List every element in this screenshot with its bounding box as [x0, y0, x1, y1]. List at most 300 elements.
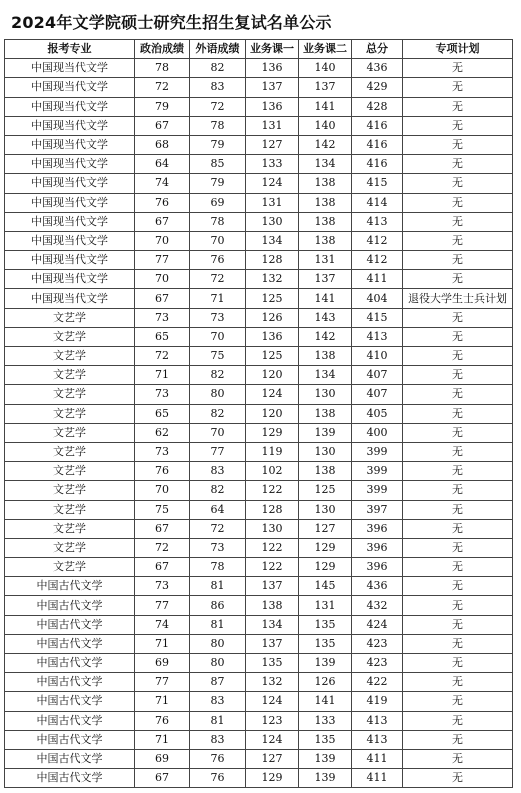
cell-politics: 67 [135, 519, 190, 538]
cell-major: 中国现当代文学 [5, 289, 135, 308]
cell-foreign-language: 80 [190, 385, 246, 404]
cell-foreign-language: 85 [190, 155, 246, 174]
cell-total: 432 [352, 596, 403, 615]
cell-course-2: 129 [299, 558, 352, 577]
header-total: 总分 [352, 40, 403, 59]
cell-major: 中国古代文学 [5, 711, 135, 730]
cell-foreign-language: 83 [190, 78, 246, 97]
cell-course-2: 143 [299, 308, 352, 327]
cell-total: 415 [352, 174, 403, 193]
cell-foreign-language: 83 [190, 692, 246, 711]
cell-politics: 70 [135, 231, 190, 250]
cell-total: 428 [352, 97, 403, 116]
cell-politics: 67 [135, 558, 190, 577]
table-row [5, 577, 513, 596]
cell-total: 397 [352, 500, 403, 519]
cell-total: 414 [352, 193, 403, 212]
cell-major: 文艺学 [5, 481, 135, 500]
cell-special-plan: 无 [403, 769, 513, 788]
cell-special-plan: 无 [403, 116, 513, 135]
cell-special-plan: 无 [403, 596, 513, 615]
cell-special-plan: 无 [403, 462, 513, 481]
cell-course-1: 129 [246, 769, 299, 788]
cell-total: 404 [352, 289, 403, 308]
table-row [5, 289, 513, 308]
cell-course-1: 130 [246, 212, 299, 231]
cell-course-2: 142 [299, 327, 352, 346]
cell-special-plan: 无 [403, 538, 513, 557]
table-row [5, 673, 513, 692]
cell-major: 文艺学 [5, 327, 135, 346]
cell-foreign-language: 69 [190, 193, 246, 212]
table-row [5, 749, 513, 768]
table-row [5, 730, 513, 749]
cell-major: 中国现当代文学 [5, 174, 135, 193]
cell-major: 中国古代文学 [5, 692, 135, 711]
cell-course-2: 129 [299, 538, 352, 557]
cell-politics: 76 [135, 462, 190, 481]
cell-major: 中国现当代文学 [5, 231, 135, 250]
cell-foreign-language: 70 [190, 423, 246, 442]
cell-total: 407 [352, 366, 403, 385]
cell-foreign-language: 70 [190, 231, 246, 250]
table-header-row [5, 40, 513, 59]
cell-special-plan: 无 [403, 251, 513, 270]
cell-major: 中国古代文学 [5, 749, 135, 768]
cell-total: 416 [352, 116, 403, 135]
cell-politics: 69 [135, 654, 190, 673]
cell-course-2: 145 [299, 577, 352, 596]
cell-special-plan: 无 [403, 711, 513, 730]
cell-special-plan: 无 [403, 558, 513, 577]
table-row [5, 97, 513, 116]
candidate-table [4, 39, 513, 788]
cell-total: 413 [352, 212, 403, 231]
cell-course-1: 120 [246, 404, 299, 423]
cell-major: 中国古代文学 [5, 634, 135, 653]
cell-politics: 78 [135, 59, 190, 78]
cell-special-plan: 无 [403, 634, 513, 653]
table-row [5, 135, 513, 154]
cell-course-2: 135 [299, 634, 352, 653]
cell-foreign-language: 78 [190, 558, 246, 577]
cell-foreign-language: 82 [190, 481, 246, 500]
cell-major: 中国现当代文学 [5, 135, 135, 154]
cell-special-plan: 无 [403, 730, 513, 749]
cell-politics: 65 [135, 404, 190, 423]
table-row [5, 596, 513, 615]
cell-course-1: 137 [246, 78, 299, 97]
cell-total: 412 [352, 231, 403, 250]
cell-course-1: 133 [246, 155, 299, 174]
cell-major: 文艺学 [5, 442, 135, 461]
cell-foreign-language: 80 [190, 654, 246, 673]
cell-politics: 72 [135, 347, 190, 366]
cell-course-1: 137 [246, 634, 299, 653]
cell-major: 中国古代文学 [5, 615, 135, 634]
cell-total: 405 [352, 404, 403, 423]
cell-foreign-language: 79 [190, 135, 246, 154]
cell-course-2: 137 [299, 270, 352, 289]
table-row [5, 251, 513, 270]
cell-course-1: 119 [246, 442, 299, 461]
cell-course-1: 132 [246, 673, 299, 692]
cell-foreign-language: 80 [190, 634, 246, 653]
cell-politics: 77 [135, 673, 190, 692]
cell-total: 413 [352, 711, 403, 730]
cell-politics: 62 [135, 423, 190, 442]
cell-course-2: 130 [299, 442, 352, 461]
table-row [5, 174, 513, 193]
cell-special-plan: 无 [403, 212, 513, 231]
table-row [5, 519, 513, 538]
cell-course-1: 123 [246, 711, 299, 730]
cell-major: 文艺学 [5, 404, 135, 423]
cell-special-plan: 无 [403, 308, 513, 327]
table-row [5, 366, 513, 385]
cell-major: 文艺学 [5, 558, 135, 577]
cell-total: 416 [352, 155, 403, 174]
cell-special-plan: 无 [403, 135, 513, 154]
cell-special-plan: 无 [403, 519, 513, 538]
cell-foreign-language: 73 [190, 538, 246, 557]
cell-total: 436 [352, 577, 403, 596]
cell-foreign-language: 81 [190, 711, 246, 730]
cell-major: 中国现当代文学 [5, 155, 135, 174]
table-row [5, 615, 513, 634]
cell-total: 423 [352, 654, 403, 673]
cell-course-1: 131 [246, 116, 299, 135]
cell-major: 文艺学 [5, 500, 135, 519]
cell-special-plan: 无 [403, 442, 513, 461]
table-row [5, 769, 513, 788]
cell-course-1: 136 [246, 327, 299, 346]
cell-major: 文艺学 [5, 366, 135, 385]
cell-course-2: 138 [299, 174, 352, 193]
cell-special-plan: 无 [403, 404, 513, 423]
cell-course-1: 138 [246, 596, 299, 615]
cell-total: 413 [352, 327, 403, 346]
table-row [5, 327, 513, 346]
cell-major: 中国古代文学 [5, 577, 135, 596]
cell-course-2: 139 [299, 749, 352, 768]
cell-total: 424 [352, 615, 403, 634]
cell-special-plan: 无 [403, 155, 513, 174]
cell-total: 411 [352, 769, 403, 788]
cell-politics: 77 [135, 251, 190, 270]
cell-course-2: 138 [299, 404, 352, 423]
cell-course-1: 122 [246, 481, 299, 500]
cell-course-1: 125 [246, 289, 299, 308]
cell-special-plan: 无 [403, 577, 513, 596]
cell-course-2: 131 [299, 596, 352, 615]
cell-course-2: 127 [299, 519, 352, 538]
cell-course-2: 140 [299, 59, 352, 78]
cell-course-1: 134 [246, 615, 299, 634]
cell-politics: 71 [135, 634, 190, 653]
cell-course-2: 138 [299, 212, 352, 231]
cell-total: 429 [352, 78, 403, 97]
cell-special-plan: 无 [403, 193, 513, 212]
cell-course-2: 138 [299, 193, 352, 212]
header-foreign-language: 外语成绩 [190, 40, 246, 59]
cell-major: 中国现当代文学 [5, 59, 135, 78]
cell-total: 411 [352, 270, 403, 289]
cell-major: 中国现当代文学 [5, 212, 135, 231]
cell-course-2: 130 [299, 385, 352, 404]
cell-major: 文艺学 [5, 347, 135, 366]
cell-special-plan: 无 [403, 500, 513, 519]
cell-course-2: 125 [299, 481, 352, 500]
table-row [5, 385, 513, 404]
table-row [5, 116, 513, 135]
cell-course-1: 124 [246, 730, 299, 749]
cell-politics: 67 [135, 116, 190, 135]
cell-course-1: 131 [246, 193, 299, 212]
cell-total: 412 [352, 251, 403, 270]
cell-special-plan: 无 [403, 366, 513, 385]
cell-course-1: 128 [246, 500, 299, 519]
cell-special-plan: 无 [403, 174, 513, 193]
cell-politics: 73 [135, 308, 190, 327]
cell-foreign-language: 76 [190, 749, 246, 768]
cell-special-plan: 无 [403, 692, 513, 711]
cell-major: 文艺学 [5, 423, 135, 442]
table-row [5, 442, 513, 461]
cell-total: 411 [352, 749, 403, 768]
cell-course-1: 124 [246, 174, 299, 193]
cell-foreign-language: 73 [190, 308, 246, 327]
cell-course-1: 134 [246, 231, 299, 250]
cell-foreign-language: 77 [190, 442, 246, 461]
cell-politics: 69 [135, 749, 190, 768]
cell-politics: 71 [135, 692, 190, 711]
cell-course-2: 139 [299, 654, 352, 673]
cell-politics: 70 [135, 481, 190, 500]
cell-total: 436 [352, 59, 403, 78]
cell-special-plan: 无 [403, 423, 513, 442]
cell-course-1: 132 [246, 270, 299, 289]
header-politics: 政治成绩 [135, 40, 190, 59]
cell-foreign-language: 82 [190, 366, 246, 385]
cell-politics: 72 [135, 538, 190, 557]
cell-course-2: 141 [299, 97, 352, 116]
table-row [5, 500, 513, 519]
cell-course-2: 141 [299, 692, 352, 711]
cell-politics: 67 [135, 289, 190, 308]
cell-course-2: 135 [299, 730, 352, 749]
cell-foreign-language: 71 [190, 289, 246, 308]
cell-foreign-language: 86 [190, 596, 246, 615]
cell-special-plan: 无 [403, 673, 513, 692]
cell-course-2: 142 [299, 135, 352, 154]
cell-major: 中国古代文学 [5, 769, 135, 788]
table-row [5, 692, 513, 711]
cell-course-2: 131 [299, 251, 352, 270]
cell-politics: 74 [135, 615, 190, 634]
table-row [5, 481, 513, 500]
cell-major: 文艺学 [5, 462, 135, 481]
cell-politics: 67 [135, 769, 190, 788]
cell-course-2: 133 [299, 711, 352, 730]
cell-course-2: 126 [299, 673, 352, 692]
table-row [5, 193, 513, 212]
cell-special-plan: 无 [403, 327, 513, 346]
table-row [5, 155, 513, 174]
cell-course-2: 140 [299, 116, 352, 135]
cell-politics: 71 [135, 730, 190, 749]
table-row [5, 423, 513, 442]
cell-course-2: 134 [299, 366, 352, 385]
cell-course-1: 127 [246, 135, 299, 154]
cell-foreign-language: 72 [190, 270, 246, 289]
cell-course-2: 139 [299, 423, 352, 442]
cell-total: 399 [352, 481, 403, 500]
cell-course-1: 129 [246, 423, 299, 442]
cell-total: 407 [352, 385, 403, 404]
cell-foreign-language: 72 [190, 97, 246, 116]
table-row [5, 59, 513, 78]
cell-special-plan: 无 [403, 97, 513, 116]
cell-major: 中国现当代文学 [5, 78, 135, 97]
cell-course-1: 136 [246, 59, 299, 78]
cell-foreign-language: 72 [190, 519, 246, 538]
cell-foreign-language: 78 [190, 212, 246, 231]
cell-course-2: 134 [299, 155, 352, 174]
table-row [5, 308, 513, 327]
table-row [5, 270, 513, 289]
table-row [5, 711, 513, 730]
table-row [5, 634, 513, 653]
cell-foreign-language: 76 [190, 251, 246, 270]
cell-special-plan: 无 [403, 78, 513, 97]
cell-course-1: 122 [246, 538, 299, 557]
cell-course-2: 135 [299, 615, 352, 634]
cell-foreign-language: 64 [190, 500, 246, 519]
cell-course-1: 120 [246, 366, 299, 385]
cell-foreign-language: 82 [190, 59, 246, 78]
cell-total: 400 [352, 423, 403, 442]
header-course-2: 业务课二 [299, 40, 352, 59]
cell-major: 中国现当代文学 [5, 251, 135, 270]
cell-course-1: 135 [246, 654, 299, 673]
cell-major: 中国现当代文学 [5, 193, 135, 212]
cell-foreign-language: 81 [190, 615, 246, 634]
cell-politics: 67 [135, 212, 190, 231]
cell-politics: 77 [135, 596, 190, 615]
table-row [5, 462, 513, 481]
cell-foreign-language: 75 [190, 347, 246, 366]
cell-politics: 68 [135, 135, 190, 154]
cell-course-2: 130 [299, 500, 352, 519]
cell-special-plan: 无 [403, 231, 513, 250]
cell-course-1: 137 [246, 577, 299, 596]
table-row [5, 654, 513, 673]
table-row [5, 347, 513, 366]
cell-course-2: 138 [299, 347, 352, 366]
cell-foreign-language: 79 [190, 174, 246, 193]
cell-total: 396 [352, 519, 403, 538]
cell-politics: 71 [135, 366, 190, 385]
cell-politics: 70 [135, 270, 190, 289]
cell-course-1: 126 [246, 308, 299, 327]
cell-special-plan: 无 [403, 385, 513, 404]
cell-politics: 74 [135, 174, 190, 193]
cell-foreign-language: 83 [190, 462, 246, 481]
cell-course-2: 141 [299, 289, 352, 308]
header-major: 报考专业 [5, 40, 135, 59]
cell-special-plan: 无 [403, 270, 513, 289]
cell-special-plan: 无 [403, 749, 513, 768]
cell-major: 中国古代文学 [5, 654, 135, 673]
cell-total: 396 [352, 538, 403, 557]
cell-major: 文艺学 [5, 538, 135, 557]
cell-politics: 72 [135, 78, 190, 97]
cell-total: 422 [352, 673, 403, 692]
cell-politics: 79 [135, 97, 190, 116]
cell-politics: 73 [135, 442, 190, 461]
cell-course-1: 102 [246, 462, 299, 481]
cell-politics: 73 [135, 385, 190, 404]
cell-total: 423 [352, 634, 403, 653]
cell-total: 399 [352, 442, 403, 461]
cell-course-2: 138 [299, 462, 352, 481]
cell-major: 中国现当代文学 [5, 97, 135, 116]
table-body [5, 59, 513, 788]
cell-major: 中国现当代文学 [5, 116, 135, 135]
cell-course-1: 124 [246, 692, 299, 711]
cell-course-1: 122 [246, 558, 299, 577]
cell-foreign-language: 70 [190, 327, 246, 346]
table-row [5, 558, 513, 577]
cell-total: 399 [352, 462, 403, 481]
cell-politics: 76 [135, 193, 190, 212]
header-course-1: 业务课一 [246, 40, 299, 59]
cell-major: 中国现当代文学 [5, 270, 135, 289]
table-row [5, 404, 513, 423]
cell-major: 中国古代文学 [5, 730, 135, 749]
cell-total: 396 [352, 558, 403, 577]
cell-special-plan: 退役大学生士兵计划 [403, 289, 513, 308]
cell-politics: 75 [135, 500, 190, 519]
cell-foreign-language: 87 [190, 673, 246, 692]
cell-major: 文艺学 [5, 519, 135, 538]
page-title: 2024年文学院硕士研究生招生复试名单公示 [11, 13, 332, 32]
cell-special-plan: 无 [403, 615, 513, 634]
cell-foreign-language: 82 [190, 404, 246, 423]
cell-politics: 76 [135, 711, 190, 730]
cell-foreign-language: 83 [190, 730, 246, 749]
table-row [5, 78, 513, 97]
table-row [5, 231, 513, 250]
cell-major: 文艺学 [5, 385, 135, 404]
cell-course-1: 125 [246, 347, 299, 366]
cell-total: 413 [352, 730, 403, 749]
cell-total: 415 [352, 308, 403, 327]
cell-course-1: 136 [246, 97, 299, 116]
table-row [5, 212, 513, 231]
cell-total: 419 [352, 692, 403, 711]
cell-politics: 64 [135, 155, 190, 174]
cell-special-plan: 无 [403, 654, 513, 673]
cell-course-1: 127 [246, 749, 299, 768]
cell-course-2: 139 [299, 769, 352, 788]
cell-foreign-language: 78 [190, 116, 246, 135]
cell-foreign-language: 76 [190, 769, 246, 788]
cell-foreign-language: 81 [190, 577, 246, 596]
header-special-plan: 专项计划 [403, 40, 513, 59]
cell-special-plan: 无 [403, 59, 513, 78]
